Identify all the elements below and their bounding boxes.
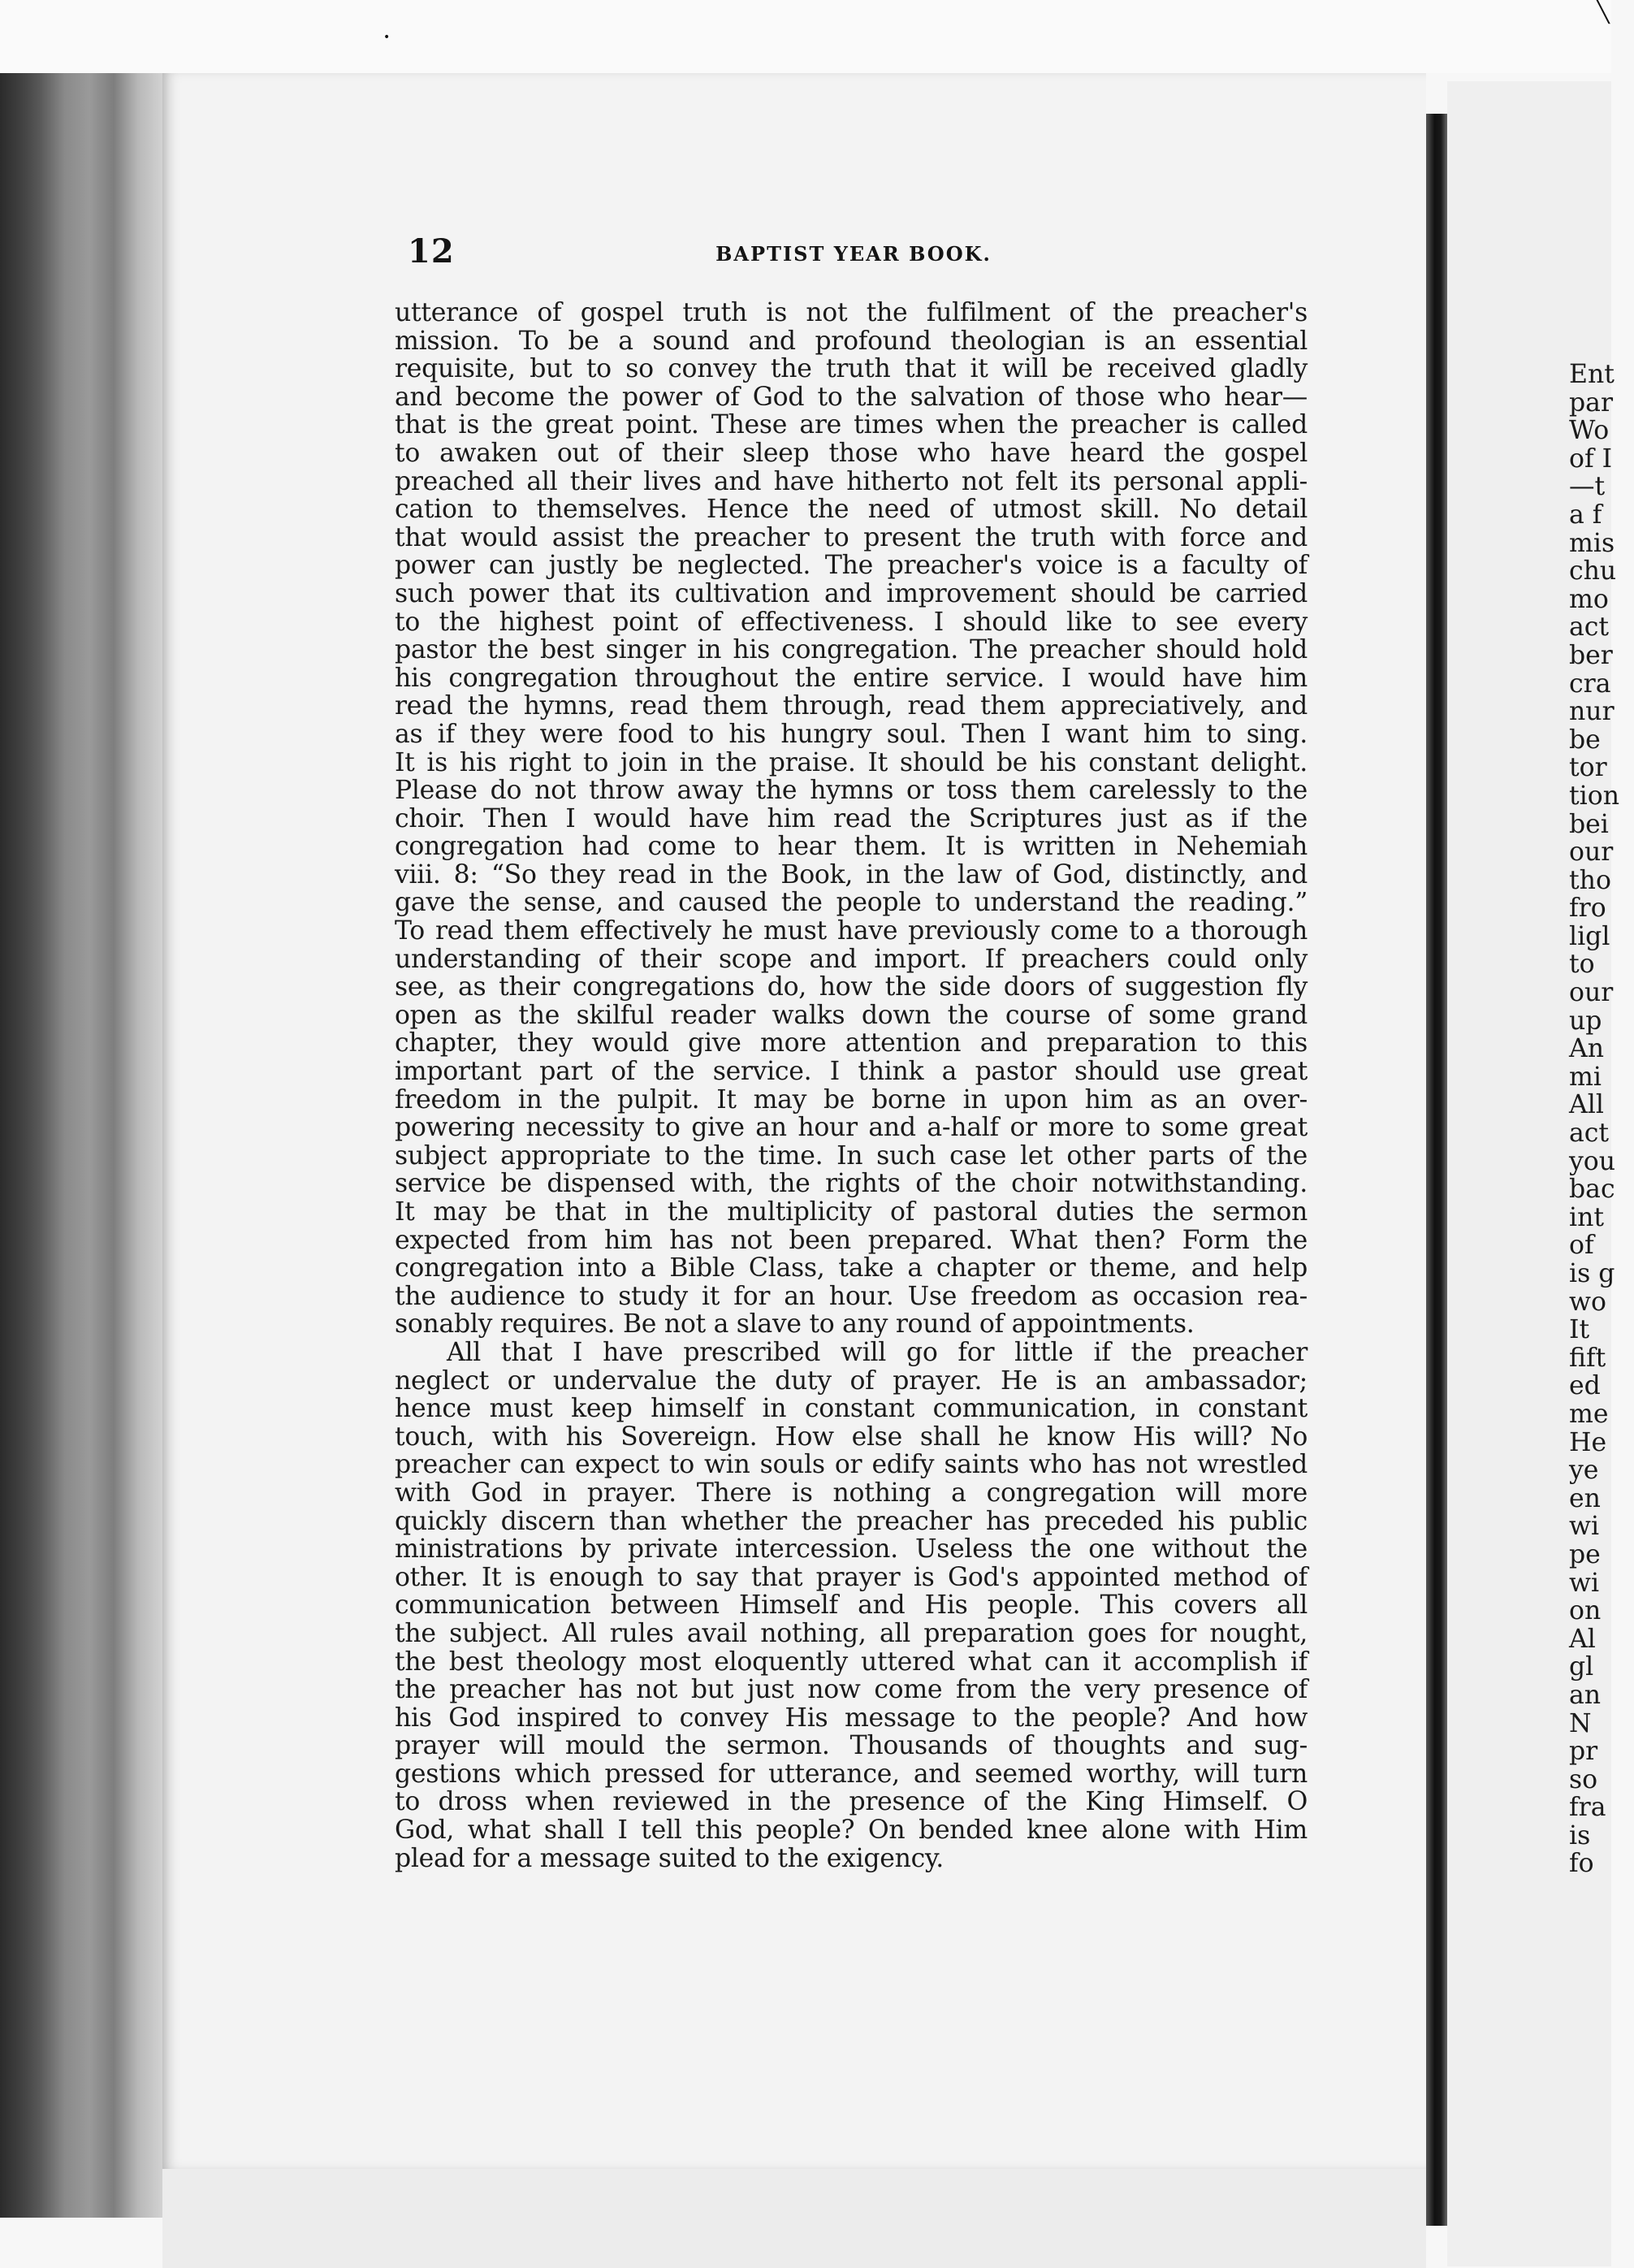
facing-page-line-fragment: you [1569, 1146, 1616, 1176]
facing-page-line-fragment: so [1569, 1764, 1598, 1794]
text-line: subject appropriate to the time. In such case let other parts of the [395, 1140, 1308, 1171]
text-line: preached all their lives and have hitherto not felt its personal appli- [395, 466, 1308, 496]
text-line: freedom in the pulpit. It may be borne in upon him as an over- [395, 1084, 1308, 1115]
facing-page-line-fragment: fra [1569, 1793, 1606, 1823]
text-line: communication between Himself and His people. This covers all [395, 1591, 1308, 1621]
film-corner-mark: ╲ [1597, 0, 1610, 24]
text-line: see, as their congregations do, how the side doors of suggestion fly [395, 972, 1308, 1002]
facing-page-line-fragment: N [1569, 1708, 1592, 1738]
text-line: mission. To be a sound and profound theologian is an essential [395, 326, 1308, 356]
facing-page-line-fragment: tho [1569, 865, 1611, 895]
text-line: viii. 8: “So they read in the Book, in the law of God, distinctly, and [395, 859, 1308, 889]
text-line: open as the skilful reader walks down the course of some grand [395, 1000, 1308, 1030]
text-line: understanding of their scope and import. If preachers could only [395, 944, 1308, 974]
text-line: cation to themselves. Hence the need of utmost skill. No detail [395, 495, 1308, 525]
text-line: the best theology most eloquently uttered what can it accomplish if [395, 1647, 1308, 1677]
facing-page-line-fragment: ber [1569, 640, 1613, 670]
facing-page-line-fragment: chu [1569, 556, 1617, 586]
facing-page-line-fragment: pr [1569, 1737, 1598, 1767]
text-line: quickly discern than whether the preacher has preceded his public [395, 1506, 1308, 1536]
facing-page-line-fragment: pe [1569, 1539, 1601, 1569]
text-line: All that I have prescribed will go for little if the preacher [447, 1337, 1308, 1367]
facing-page-line-fragment: an [1569, 1680, 1602, 1710]
facing-page-text [1569, 361, 1634, 1878]
film-top-margin [0, 0, 1611, 73]
running-title: BAPTIST YEAR BOOK. [715, 242, 992, 266]
facing-page-line-fragment: to [1569, 950, 1595, 980]
text-line: and become the power of God to the salvation of those who hear— [395, 382, 1308, 412]
facing-page-line-fragment: cra [1569, 669, 1611, 699]
text-line: It may be that in the multiplicity of pastoral duties the sermon [395, 1197, 1308, 1227]
facing-page-line-fragment: bei [1569, 809, 1609, 839]
facing-page-line-fragment: on [1569, 1596, 1602, 1626]
facing-page-line-fragment: up [1569, 1006, 1602, 1036]
text-line: touch, with his Sovereign. How else shall he know His will? No [395, 1422, 1308, 1452]
text-line: sonably requires. Be not a slave to any round of appointments. [395, 1309, 1195, 1340]
facing-page-line-fragment: en [1569, 1483, 1601, 1513]
facing-page-line-fragment: Al [1569, 1624, 1596, 1654]
text-line: God, what shall I tell this people? On bended knee alone with Him [395, 1816, 1308, 1846]
facing-page-line-fragment: act [1569, 1119, 1610, 1149]
text-line: hence must keep himself in constant communication, in constant [395, 1394, 1308, 1424]
text-line: to the highest point of effectiveness. I should like to see every [395, 607, 1308, 637]
text-line: utterance of gospel truth is not the fulfilment of the preacher's [395, 298, 1308, 327]
text-line: power can justly be neglected. The preacher's voice is a faculty of [395, 551, 1308, 581]
text-line: his congregation throughout the entire service. I would have him [395, 663, 1308, 693]
text-line: to dross when reviewed in the presence of the King Himself. O [395, 1787, 1308, 1817]
facing-page-line-fragment: ed [1569, 1371, 1601, 1401]
text-line: requisite, but to so convey the truth that it will be received gladly [395, 354, 1308, 384]
facing-page-line-fragment: An [1569, 1034, 1605, 1064]
text-line: that would assist the preacher to present the truth with force and [395, 522, 1308, 552]
text-line: the subject. All rules avail nothing, all preparation goes for nought, [395, 1618, 1308, 1648]
facing-page-line-fragment: All [1569, 1090, 1604, 1120]
text-line: congregation had come to hear them. It is written in Nehemiah [395, 832, 1308, 862]
facing-page-line-fragment: mo [1569, 584, 1609, 614]
facing-page-line-fragment: tor [1569, 753, 1607, 783]
facing-page-line-fragment: Wo [1569, 416, 1610, 446]
text-line: that is the great point. These are times when the preacher is called [395, 410, 1308, 440]
facing-page-line-fragment: wi [1569, 1568, 1600, 1598]
facing-page-line-fragment: act [1569, 612, 1610, 643]
text-line: to awaken out of their sleep those who have heard the gospel [395, 438, 1308, 468]
facing-page-line-fragment: me [1569, 1399, 1609, 1429]
text-line: read the hymns, read them through, read them appreciatively, and [395, 691, 1308, 721]
text-line: It is his right to join in the praise. It should be his constant delight. [395, 747, 1308, 777]
facing-page-line-fragment: be [1569, 725, 1601, 755]
text-line: ministrations by private intercession. Useless the one without the [395, 1534, 1308, 1565]
text-line: To read them effectively he must have previously come to a thorough [395, 916, 1308, 946]
text-line: congregation into a Bible Class, take a chapter or theme, and help [395, 1253, 1308, 1283]
page-header [408, 232, 1299, 281]
facing-page-line-fragment: mi [1569, 1062, 1602, 1092]
facing-page-line-fragment: a f [1569, 500, 1602, 530]
text-line: choir. Then I would have him read the Scriptures just as if the [395, 803, 1308, 833]
text-line: as if they were food to his hungry soul. Then I want him to sing. [395, 719, 1308, 749]
facing-page-line-fragment: —t [1569, 472, 1606, 502]
text-line: such power that its cultivation and improvement should be carried [395, 578, 1308, 608]
facing-page-line-fragment: is g [1569, 1259, 1615, 1288]
text-line: other. It is enough to say that prayer is God's appointed method of [395, 1562, 1308, 1592]
facing-page-line-fragment: ye [1569, 1456, 1599, 1486]
facing-page-line-fragment: nur [1569, 697, 1615, 727]
facing-page-line-fragment: is [1569, 1820, 1591, 1850]
facing-page-line-fragment: wo [1569, 1287, 1606, 1317]
body-text [395, 299, 1308, 1872]
facing-page-line-fragment: ligl [1569, 921, 1610, 951]
text-line: the preacher has not but just now come from the very presence of [395, 1675, 1308, 1705]
text-line: expected from him has not been prepared. What then? Form the [395, 1225, 1308, 1255]
text-line: plead for a message suited to the exigency. [395, 1843, 944, 1873]
text-line: with God in prayer. There is nothing a congregation will more [395, 1478, 1308, 1508]
facing-page-line-fragment: int [1569, 1202, 1605, 1232]
facing-page-line-fragment: He [1569, 1427, 1607, 1457]
text-line: gave the sense, and caused the people to understand the reading.” [395, 888, 1308, 918]
facing-page-line-fragment: fo [1569, 1849, 1594, 1879]
text-line: gestions which pressed for utterance, and seemed worthy, will turn [395, 1759, 1308, 1789]
text-line: service be dispensed with, the rights of the choir notwithstanding. [395, 1169, 1308, 1199]
text-line: the audience to study it for an hour. Use freedom as occasion rea- [395, 1281, 1308, 1311]
facing-page-line-fragment: fift [1569, 1343, 1606, 1373]
facing-page-line-fragment: Ent [1569, 360, 1615, 389]
facing-page-line-fragment: of [1569, 1231, 1594, 1261]
text-line: powering necessity to give an hour and a-half or more to some great [395, 1113, 1308, 1143]
text-line: important part of the service. I think a pastor should use great [395, 1057, 1308, 1087]
page-bottom-margin [162, 2169, 1426, 2268]
facing-page-line-fragment: tion [1569, 781, 1619, 811]
book-gutter [1426, 114, 1447, 2226]
text-line: neglect or undervalue the duty of prayer. He is an ambassador; [395, 1366, 1308, 1396]
facing-page-line-fragment: our [1569, 978, 1614, 1008]
text-line: prayer will mould the sermon. Thousands of thoughts and sug- [395, 1731, 1308, 1761]
text-line: chapter, they would give more attention and preparation to this [395, 1028, 1308, 1058]
text-line: pastor the best singer in his congregation. The preacher should hold [395, 635, 1308, 665]
film-speck: • [383, 31, 391, 44]
facing-page-line-fragment: fro [1569, 894, 1606, 924]
facing-page-line-fragment: gl [1569, 1652, 1594, 1682]
page-number: 12 [408, 232, 455, 271]
facing-page-line-fragment: bac [1569, 1175, 1615, 1205]
facing-page-line-fragment: mis [1569, 528, 1615, 558]
facing-page-line-fragment: It [1569, 1315, 1590, 1345]
text-line: his God inspired to convey His message to the people? And how [395, 1703, 1308, 1733]
facing-page-line-fragment: of I [1569, 444, 1613, 474]
text-line: Please do not throw away the hymns or toss them carelessly to the [395, 776, 1308, 806]
facing-page-line-fragment: our [1569, 838, 1614, 868]
book-page-edges [0, 73, 162, 2218]
text-line: preacher can expect to win souls or edify saints who has not wrestled [395, 1450, 1308, 1480]
facing-page-line-fragment: par [1569, 387, 1614, 418]
facing-page-line-fragment: wi [1569, 1512, 1600, 1542]
